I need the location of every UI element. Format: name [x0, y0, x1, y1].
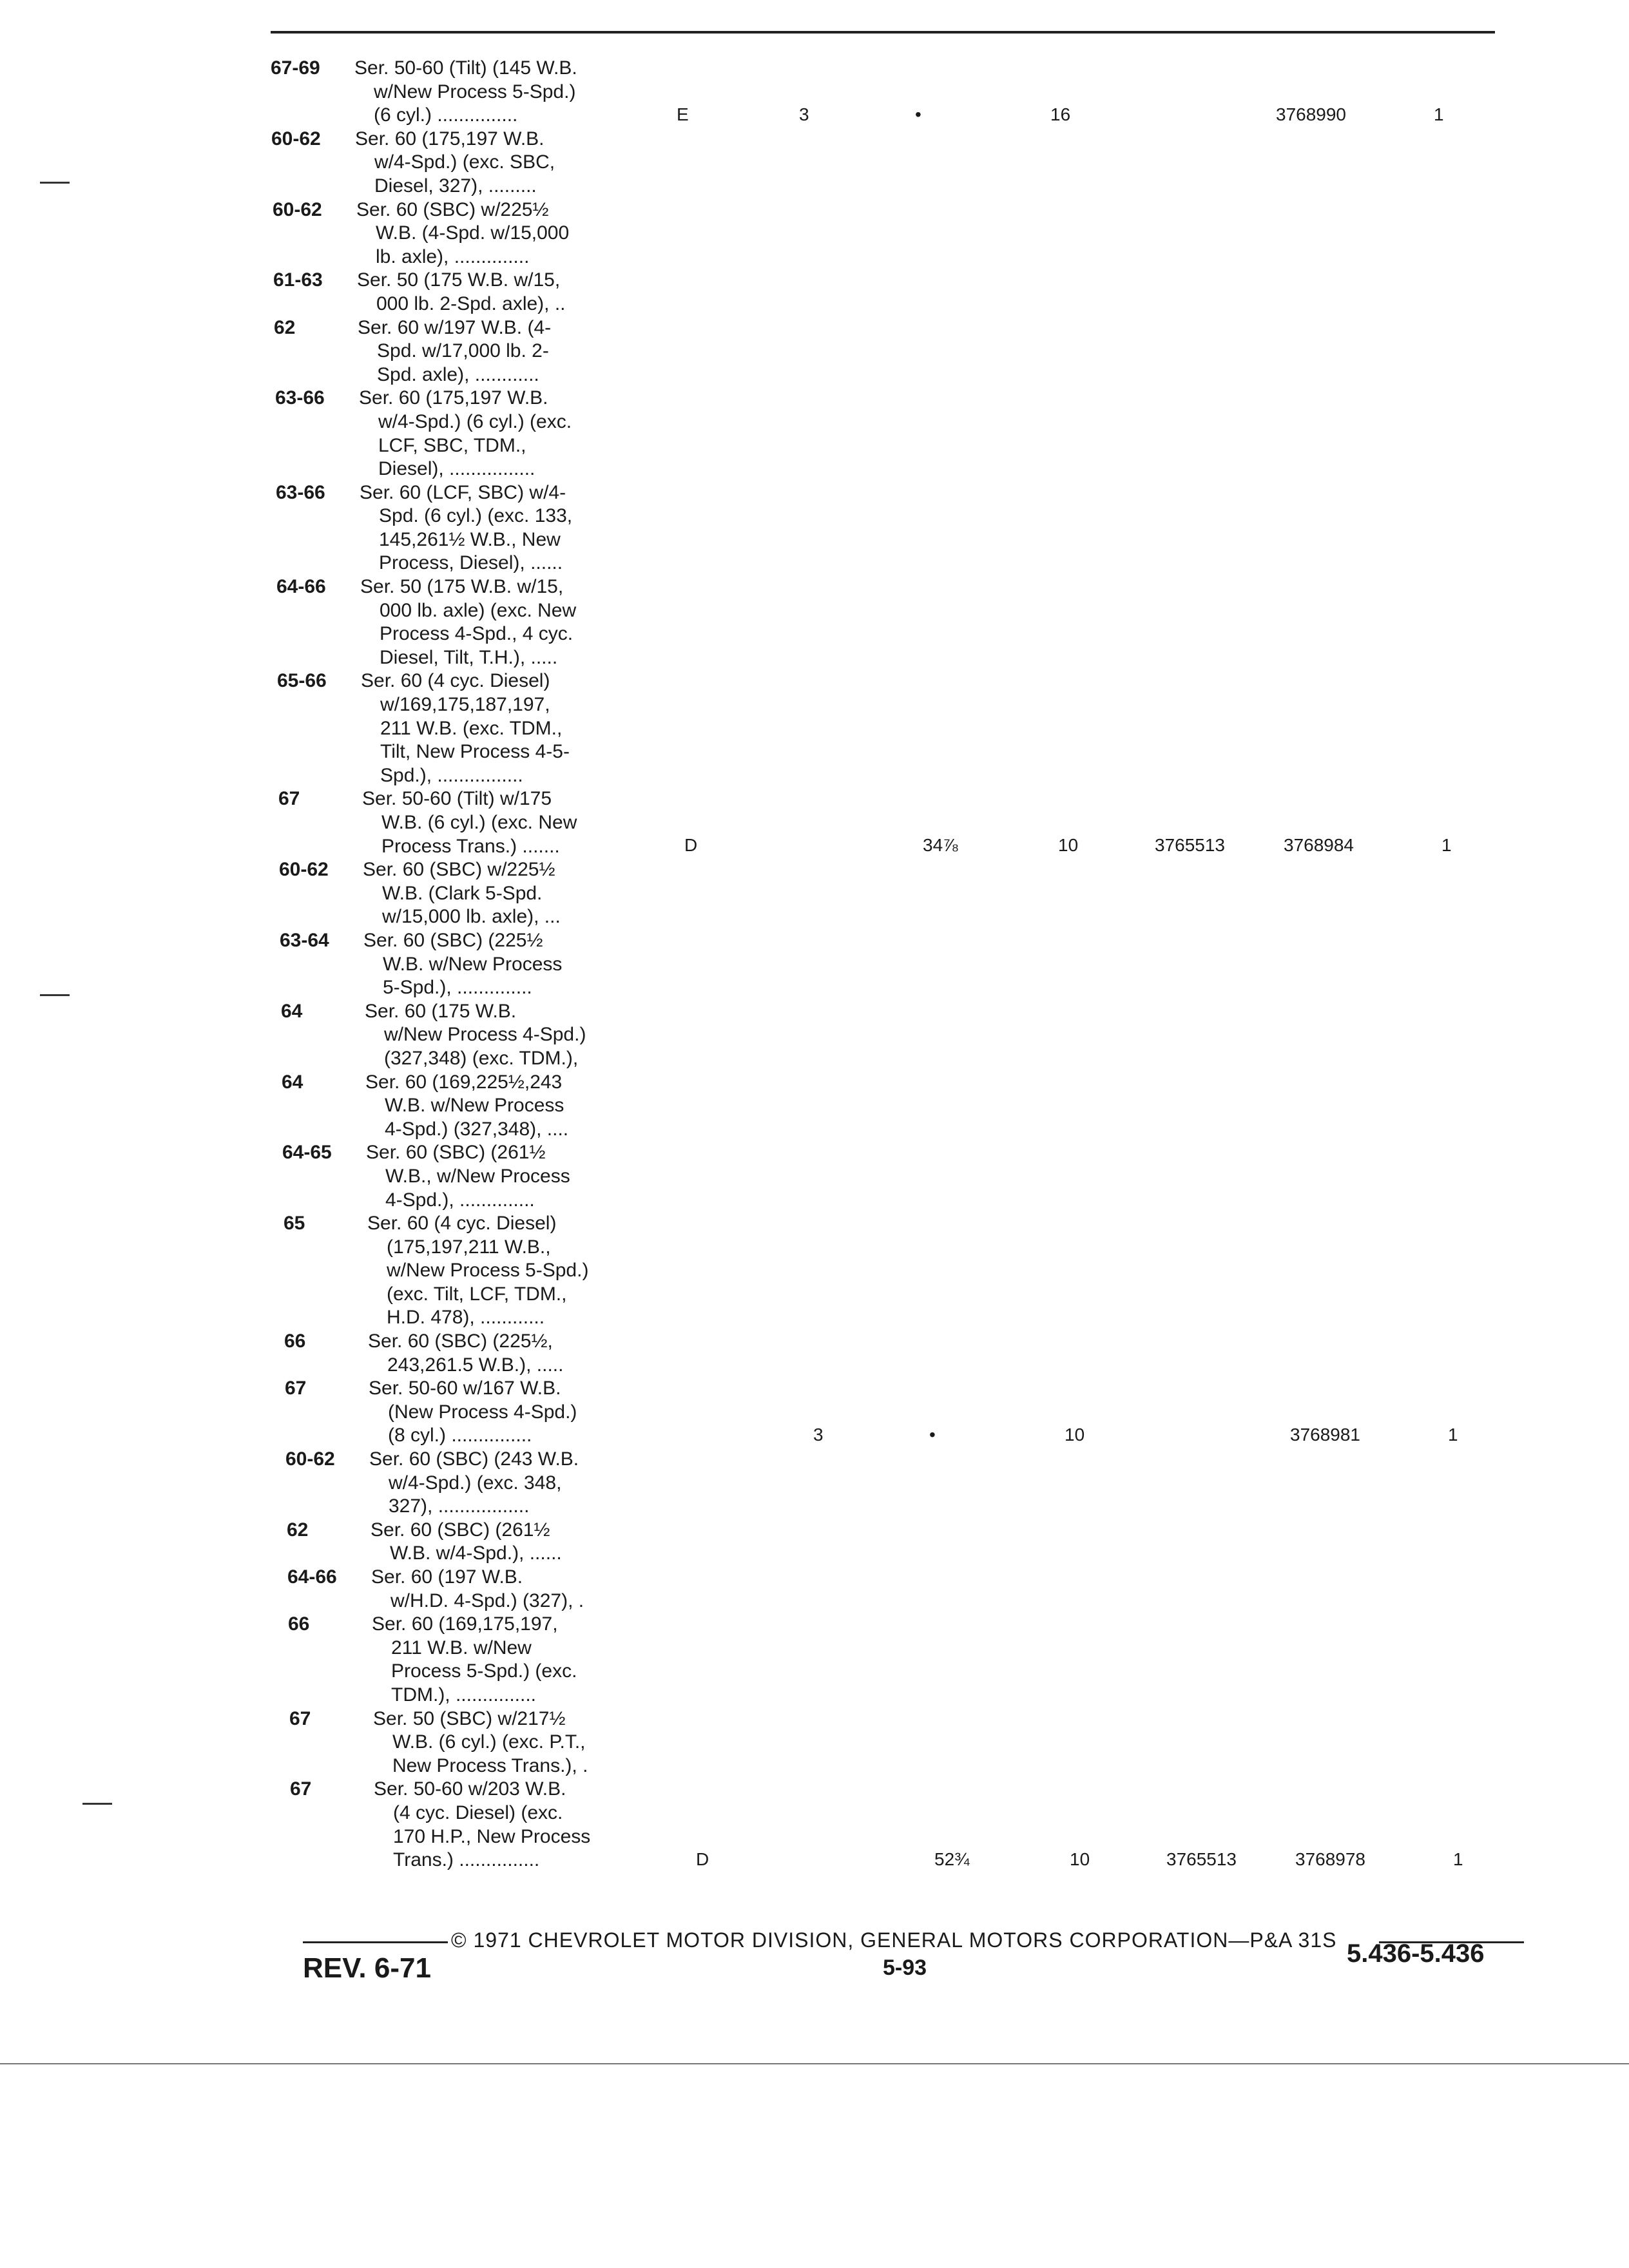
model-years: 63-66	[275, 387, 325, 409]
copyright-notice: © 1971 CHEVROLET MOTOR DIVISION, GENERAL MOTORS CORPORATION—P&A 31S	[451, 1928, 1337, 1952]
symbol-value: 3	[799, 104, 809, 124]
application-description	[359, 387, 642, 481]
application-description	[361, 669, 644, 787]
application-description	[357, 269, 641, 316]
application-description	[371, 1566, 655, 1613]
table-row	[287, 1566, 1559, 1613]
description-line: Ser. 60 w/197 W.B. (4-	[358, 316, 552, 338]
model-years: 65-66	[277, 670, 327, 692]
description-line: w/4-Spd.) (6 cyl.) (exc.	[378, 410, 572, 432]
description-line: Spd. (6 cyl.) (exc. 133,	[379, 505, 573, 527]
description-line: Ser. 50-60 (Tilt) w/175	[362, 788, 552, 810]
page-number: 5-93	[883, 1956, 927, 1980]
description-line: Ser. 50-60 (Tilt) (145 W.B.	[354, 57, 577, 79]
application-description	[366, 1141, 650, 1212]
description-line: Trans.) ...............	[393, 1849, 540, 1871]
mounting-type: E	[677, 104, 689, 124]
description-line: Ser. 50 (175 W.B. w/15,	[357, 269, 561, 291]
description-line: lb. axle), ..............	[376, 245, 530, 267]
part-number: 3768978	[1295, 1849, 1366, 1869]
table-row	[279, 858, 1559, 929]
application-description	[373, 1707, 657, 1778]
model-years: 60-62	[279, 859, 329, 881]
application-description	[362, 787, 646, 858]
description-line: 000 lb. axle) (exc. New	[380, 599, 577, 621]
table-row	[281, 1000, 1559, 1071]
description-line: TDM.), ...............	[391, 1684, 536, 1706]
description-line: Ser. 60 (SBC) (261½	[371, 1519, 550, 1541]
table-row	[289, 1707, 1559, 1778]
application-description	[374, 1778, 657, 1872]
count-value: 1	[1434, 104, 1444, 124]
description-line: 000 lb. 2-Spd. axle), ..	[376, 293, 566, 314]
description-line: Process 4-Spd., 4 cyc.	[380, 623, 574, 645]
table-row	[287, 1519, 1559, 1566]
description-line: Ser. 60 (175,197 W.B.	[355, 128, 545, 149]
description-line: w/4-Spd.) (exc. SBC,	[374, 151, 555, 173]
description-line: Ser. 60 (4 cyc. Diesel)	[367, 1213, 557, 1235]
table-row	[277, 669, 1559, 787]
table-row	[282, 1071, 1559, 1142]
application-description	[365, 1071, 649, 1142]
description-line: (exc. Tilt, LCF, TDM.,	[387, 1283, 567, 1305]
description-line: Diesel, 327), .........	[374, 175, 537, 197]
part-number-primary: 3765513	[1166, 1849, 1237, 1869]
quantity-value: 10	[1070, 1849, 1090, 1869]
description-line: Ser. 50-60 w/167 W.B.	[369, 1378, 561, 1399]
application-description	[354, 57, 638, 128]
part-number: 3768990	[1276, 104, 1347, 124]
model-years: 63-64	[280, 929, 329, 951]
length-value: 34⅞	[923, 835, 958, 856]
description-line: w/New Process 5-Spd.)	[387, 1260, 589, 1282]
revision-label: REV. 6-71	[303, 1952, 431, 1984]
model-years: 66	[288, 1613, 310, 1635]
description-line: (6 cyl.) ...............	[374, 104, 518, 126]
length-value: 52¾	[934, 1849, 970, 1869]
description-line: Process Trans.) .......	[381, 835, 560, 857]
description-line: 4-Spd.), ..............	[385, 1189, 535, 1211]
model-years: 65	[284, 1213, 305, 1235]
model-years: 60-62	[271, 128, 321, 149]
description-line: Ser. 60 (SBC) w/225½	[356, 198, 549, 220]
description-line: W.B. (4-Spd. w/15,000	[376, 222, 570, 244]
description-line: w/New Process 4-Spd.)	[384, 1024, 586, 1046]
description-line: LCF, SBC, TDM.,	[378, 434, 526, 456]
mounting-type: D	[684, 835, 698, 856]
bottom-rule	[0, 2063, 1629, 2064]
model-years: 62	[287, 1519, 309, 1541]
model-years: 64	[282, 1071, 304, 1093]
description-line: W.B. (Clark 5-Spd.	[382, 882, 543, 904]
table-row	[276, 481, 1559, 575]
model-years: 67	[285, 1378, 307, 1399]
description-line: Process, Diesel), ......	[379, 552, 563, 574]
part-number: 3768984	[1284, 835, 1354, 856]
length-value: •	[915, 104, 921, 124]
model-years: 64	[281, 1000, 303, 1022]
parts-listing	[271, 57, 1559, 1872]
table-row	[280, 929, 1559, 1000]
description-line: 327), .................	[389, 1495, 530, 1517]
count-value: 1	[1441, 835, 1452, 856]
description-line: Ser. 60 (175 W.B.	[365, 1000, 517, 1022]
description-line: Process 5-Spd.) (exc.	[391, 1660, 577, 1682]
model-years: 66	[284, 1331, 306, 1352]
table-row	[278, 787, 1559, 858]
description-line: New Process Trans.), .	[392, 1754, 588, 1776]
description-line: w/15,000 lb. axle), ...	[382, 906, 561, 928]
description-line: 4-Spd.) (327,348), ....	[385, 1118, 569, 1140]
description-line: Ser. 50 (175 W.B. w/15,	[360, 576, 564, 598]
count-value: 1	[1453, 1849, 1463, 1869]
application-description	[365, 1000, 648, 1071]
description-line: w/H.D. 4-Spd.) (327), .	[390, 1590, 584, 1611]
description-line: Ser. 60 (197 W.B.	[371, 1566, 523, 1588]
description-line: W.B. w/New Process	[383, 953, 563, 975]
count-value: 1	[1448, 1425, 1458, 1445]
description-line: 170 H.P., New Process	[393, 1825, 591, 1847]
model-years: 63-66	[276, 481, 325, 503]
description-line: (327,348) (exc. TDM.),	[384, 1047, 579, 1069]
description-line: 243,261.5 W.B.), .....	[387, 1354, 564, 1376]
application-description	[367, 1212, 651, 1330]
model-years: 67	[290, 1778, 312, 1800]
application-description	[360, 575, 644, 669]
punch-hole-mark	[82, 1803, 112, 1805]
table-row	[274, 316, 1559, 387]
table-row	[284, 1330, 1559, 1377]
description-line: Ser. 50-60 w/203 W.B.	[374, 1778, 566, 1800]
description-line: Ser. 60 (SBC) (225½,	[368, 1331, 553, 1352]
description-line: Spd. axle), ............	[377, 363, 539, 385]
section-number: 5.436-5.436	[1347, 1939, 1485, 1968]
description-line: Tilt, New Process 4-5-	[380, 741, 570, 763]
model-years: 64-66	[276, 576, 326, 598]
quantity-value: 16	[1050, 104, 1071, 124]
description-line: 211 W.B. w/New	[391, 1637, 532, 1658]
table-row	[271, 128, 1559, 198]
quantity-value: 10	[1058, 835, 1079, 856]
description-line: Ser. 60 (LCF, SBC) w/4-	[360, 481, 566, 503]
model-years: 62	[274, 316, 296, 338]
top-rule	[271, 31, 1495, 34]
table-row	[285, 1377, 1559, 1448]
description-line: Ser. 60 (169,175,197,	[372, 1613, 558, 1635]
part-number-primary: 3765513	[1155, 835, 1226, 856]
application-description	[360, 481, 643, 575]
model-years: 60-62	[285, 1448, 335, 1470]
description-line: Ser. 60 (169,225½,243	[365, 1071, 563, 1093]
description-line: Spd.), ................	[380, 764, 523, 786]
table-row	[290, 1778, 1559, 1872]
model-years: 64-66	[287, 1566, 337, 1588]
description-line: (175,197,211 W.B.,	[387, 1236, 551, 1258]
table-row	[273, 198, 1559, 269]
application-description	[356, 198, 640, 269]
description-line: 5-Spd.), ..............	[383, 977, 532, 999]
application-description	[368, 1330, 651, 1377]
mounting-type: D	[696, 1849, 709, 1869]
table-row	[273, 269, 1559, 316]
symbol-value: 3	[813, 1425, 824, 1445]
table-row	[282, 1141, 1559, 1212]
table-row	[276, 575, 1559, 669]
table-row	[285, 1448, 1559, 1519]
table-row	[275, 387, 1559, 481]
description-line: Ser. 50 (SBC) w/217½	[373, 1707, 566, 1729]
table-row	[284, 1212, 1559, 1330]
description-line: (New Process 4-Spd.)	[388, 1401, 577, 1423]
model-years: 67	[289, 1707, 311, 1729]
description-line: H.D. 478), ............	[387, 1307, 545, 1329]
description-line: W.B. w/New Process	[385, 1095, 564, 1117]
footer-rule-left	[303, 1941, 448, 1943]
description-line: Ser. 60 (4 cyc. Diesel)	[361, 670, 550, 692]
application-description	[363, 858, 646, 929]
description-line: Ser. 60 (SBC) w/225½	[363, 859, 555, 881]
model-years: 61-63	[273, 269, 323, 291]
description-line: Ser. 60 (SBC) (243 W.B.	[369, 1448, 579, 1470]
description-line: Diesel, Tilt, T.H.), .....	[380, 646, 558, 668]
description-line: Diesel), ................	[378, 458, 535, 480]
model-years: 60-62	[273, 198, 322, 220]
table-row	[288, 1613, 1559, 1707]
description-line: 145,261½ W.B., New	[379, 528, 561, 550]
description-line: (8 cyl.) ...............	[388, 1425, 532, 1446]
description-line: w/169,175,187,197,	[380, 694, 550, 716]
application-description	[371, 1519, 654, 1566]
model-years: 64-65	[282, 1142, 332, 1164]
application-description	[369, 1377, 652, 1448]
description-line: W.B. (6 cyl.) (exc. New	[381, 812, 577, 833]
description-line: w/4-Spd.) (exc. 348,	[389, 1472, 562, 1494]
description-line: (4 cyc. Diesel) (exc.	[393, 1802, 563, 1823]
model-years: 67	[278, 788, 300, 810]
description-line: 211 W.B. (exc. TDM.,	[380, 717, 563, 739]
application-description	[369, 1448, 653, 1519]
application-description	[358, 316, 641, 387]
description-line: Ser. 60 (SBC) (261½	[366, 1142, 546, 1164]
application-description	[363, 929, 647, 1000]
table-row	[271, 57, 1559, 128]
punch-hole-mark	[40, 182, 70, 184]
description-line: W.B. w/4-Spd.), ......	[390, 1542, 562, 1564]
model-years: 67-69	[271, 57, 320, 79]
length-value: •	[929, 1425, 936, 1445]
description-line: Ser. 60 (SBC) (225½	[363, 929, 543, 951]
quantity-value: 10	[1065, 1425, 1085, 1445]
part-number: 3768981	[1290, 1425, 1361, 1445]
description-line: w/New Process 5-Spd.)	[374, 81, 576, 102]
punch-hole-mark	[40, 994, 70, 996]
description-line: W.B., w/New Process	[385, 1165, 570, 1187]
application-description	[372, 1613, 655, 1707]
application-description	[355, 128, 639, 198]
description-line: Spd. w/17,000 lb. 2-	[377, 340, 549, 362]
description-line: W.B. (6 cyl.) (exc. P.T.,	[392, 1731, 586, 1753]
description-line: Ser. 60 (175,197 W.B.	[359, 387, 548, 409]
